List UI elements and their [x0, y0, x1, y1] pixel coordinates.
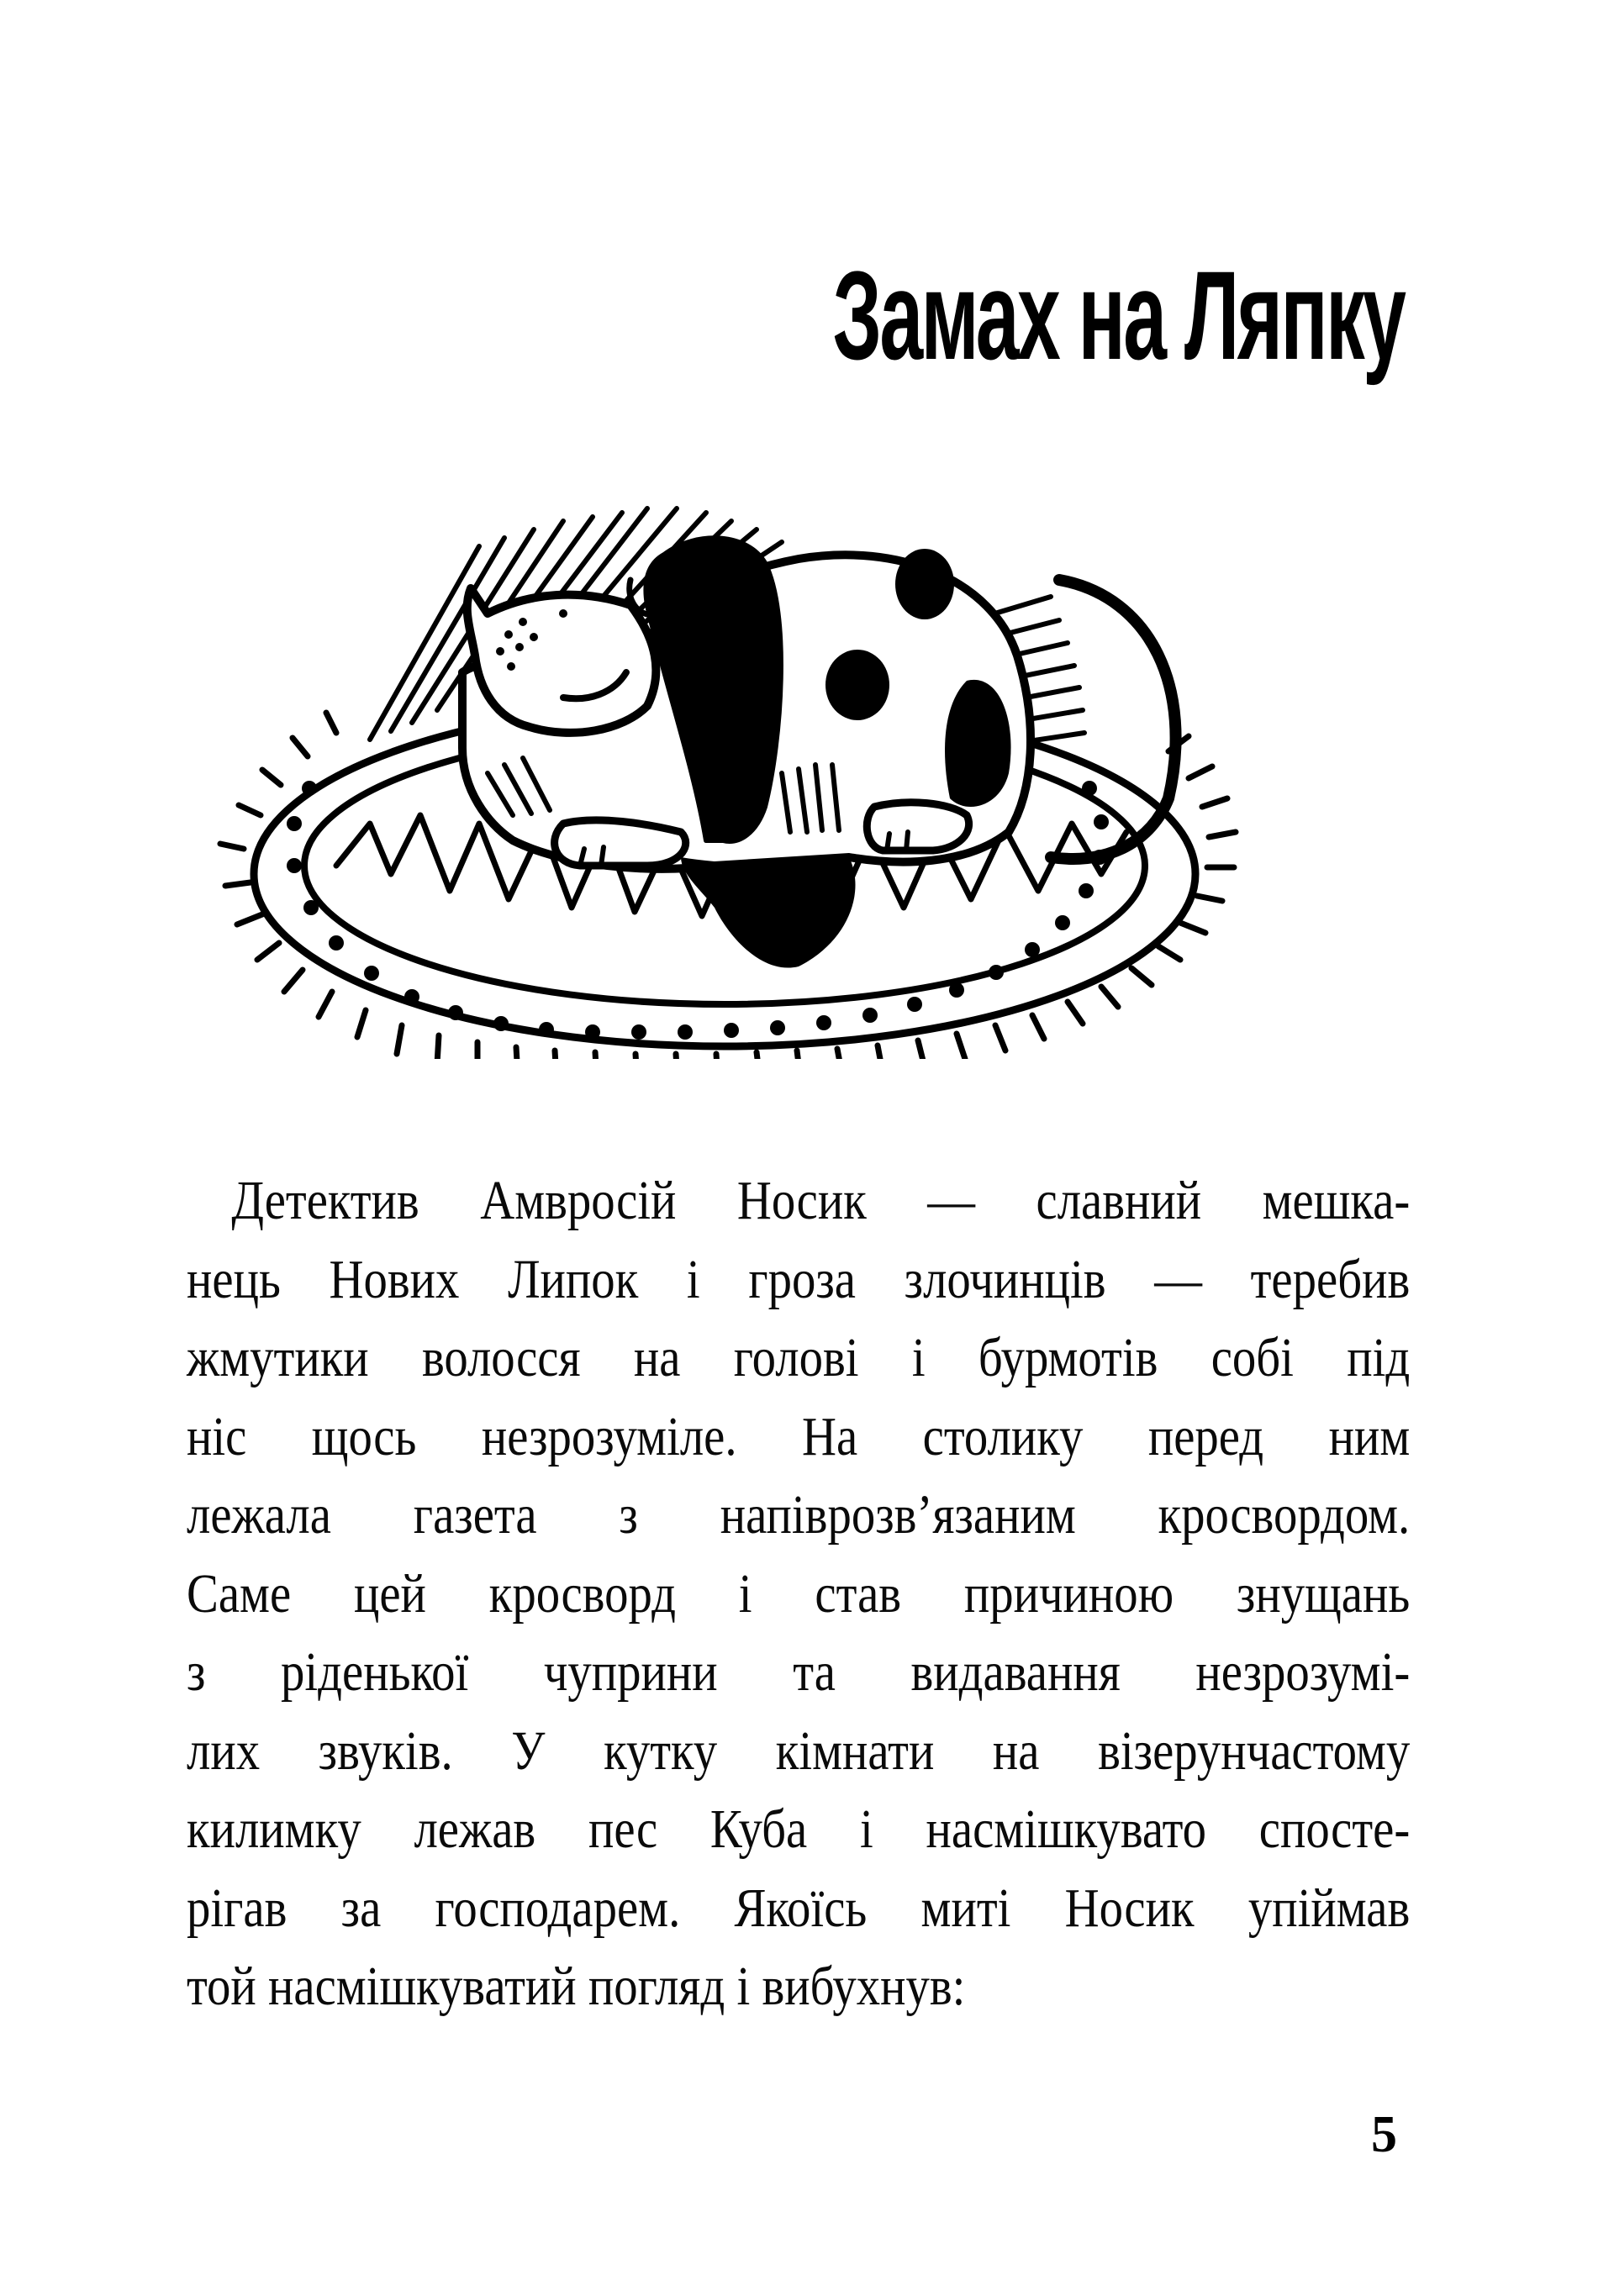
text-line: нець Нових Липок і гроза злочинців — теребив — [187, 1248, 1411, 1310]
chapter-title: Замах на Ляпку — [832, 245, 1404, 386]
text-line: з ріденької чуприни та видавання незрозумі- — [187, 1641, 1411, 1703]
text-line: Детектив Амвросій Носик — славний мешка- — [231, 1170, 1411, 1231]
text-line: той насмішкуватий погляд і вибухнув: — [187, 1956, 966, 2017]
dog-on-rug-illustration — [210, 471, 1429, 1059]
chapter-body-text — [187, 1161, 1410, 2026]
text-line: килимку лежав пес Куба і насмішкувато спосте- — [187, 1798, 1411, 1860]
text-line: жмутики волосся на голові і бурмотів собі під — [187, 1327, 1411, 1388]
text-line: лих звуків. У кутку кімнати на візерунчастому — [187, 1719, 1411, 1782]
text-line: лежала газета з напіврозв’язаним кросвордом. — [187, 1484, 1411, 1546]
text-line: Саме цей кросворд і став причиною знущань — [187, 1562, 1411, 1625]
text-line: ніс щось незрозуміле. На столику перед ним — [187, 1405, 1411, 1467]
text-line: рігав за господарем. Якоїсь миті Носик упіймав — [187, 1877, 1411, 1939]
dog-icon — [210, 471, 1429, 1059]
page-number: 5 — [1371, 2106, 1397, 2163]
